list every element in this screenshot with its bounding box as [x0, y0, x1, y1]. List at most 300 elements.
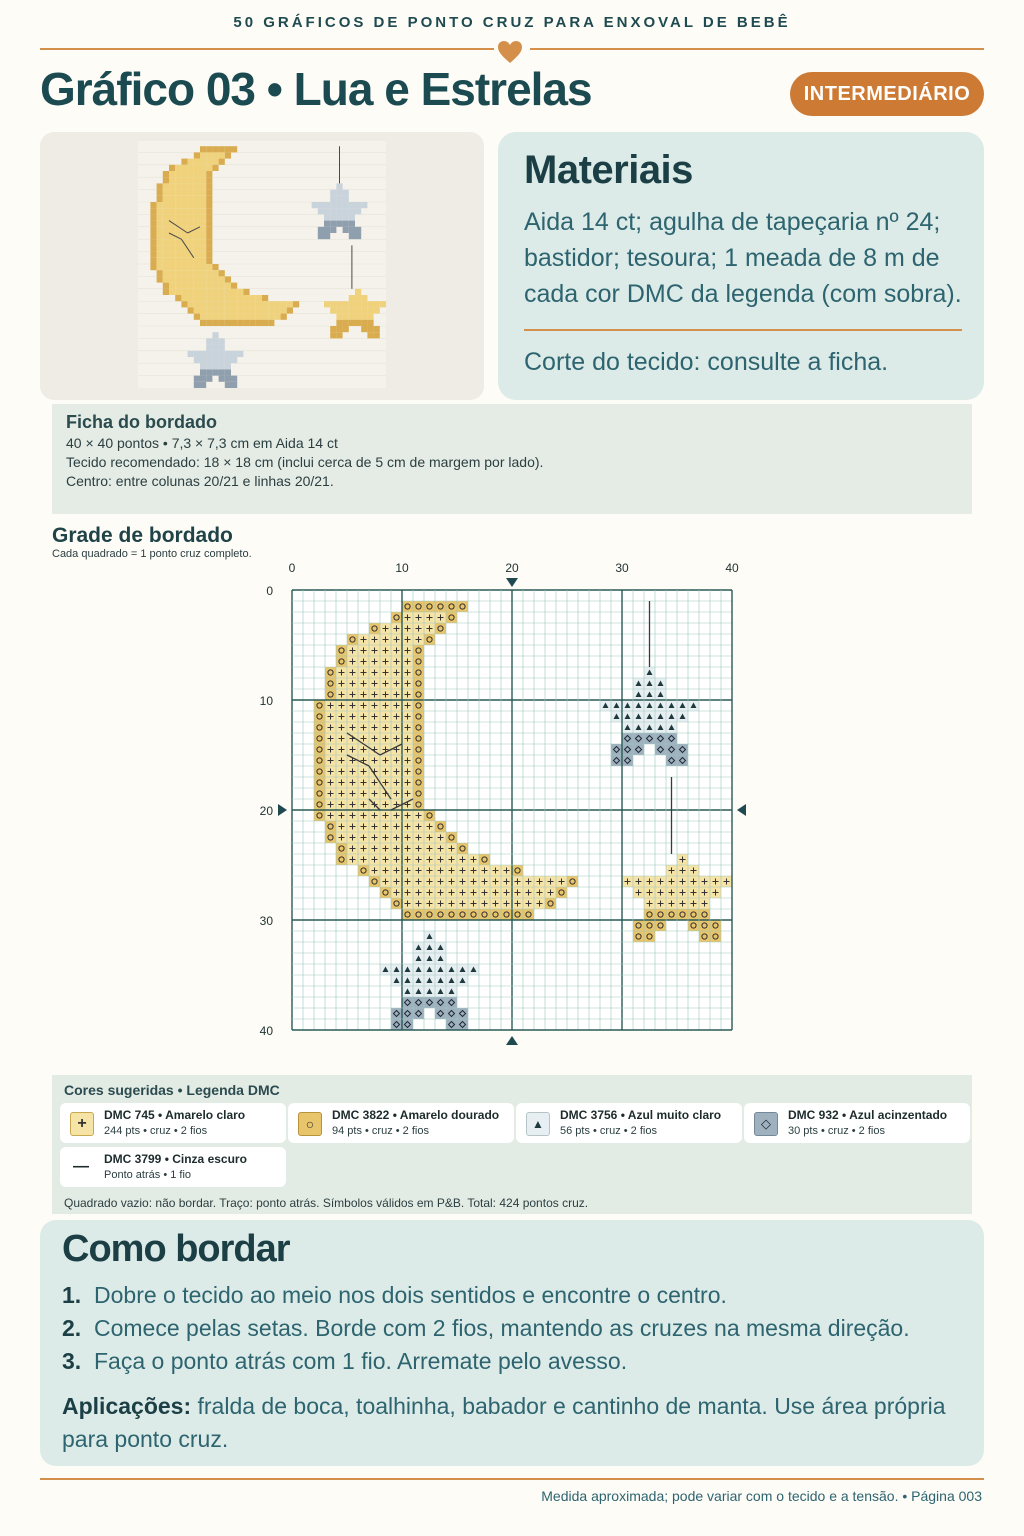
preview-stitch	[231, 301, 237, 307]
preview-stitch	[181, 270, 187, 276]
stitch-cell	[413, 755, 424, 766]
preview-stitch	[188, 283, 194, 289]
preview-stitch	[188, 351, 194, 357]
preview-stitch	[206, 276, 212, 282]
preview-stitch	[324, 214, 330, 220]
preview-stitch	[175, 214, 181, 220]
preview-stitch	[250, 301, 256, 307]
preview-stitch	[181, 177, 187, 183]
preview-stitch	[343, 301, 349, 307]
preview-stitch	[157, 276, 163, 282]
preview-stitch	[287, 301, 293, 307]
preview-stitch	[367, 320, 373, 326]
preview-stitch	[219, 307, 225, 313]
preview-stitch	[361, 307, 367, 313]
preview-stitch	[206, 227, 212, 233]
preview-stitch	[206, 345, 212, 351]
preview-stitch	[243, 314, 249, 320]
preview-stitch	[194, 307, 200, 313]
y-tick-0: 0	[266, 584, 273, 598]
preview-stitch	[212, 283, 218, 289]
preview-stitch	[349, 221, 355, 227]
stitch-cell	[435, 623, 446, 634]
embroidery-preview	[40, 132, 484, 400]
preview-stitch	[169, 208, 175, 214]
preview-stitch	[367, 314, 373, 320]
step-3	[62, 1348, 627, 1375]
preview-stitch	[200, 227, 206, 233]
stitch-cell	[413, 1008, 424, 1019]
preview-stitch	[200, 264, 206, 270]
preview-stitch	[374, 326, 380, 332]
stitch-cell	[699, 920, 710, 931]
preview-stitch	[243, 301, 249, 307]
preview-stitch	[194, 245, 200, 251]
preview-stitch	[367, 326, 373, 332]
preview-stitch	[374, 307, 380, 313]
stitch-cell	[336, 645, 347, 656]
preview-stitch	[206, 376, 212, 382]
preview-stitch	[336, 214, 342, 220]
stitch-cell	[391, 898, 402, 909]
preview-stitch	[163, 283, 169, 289]
stitch-cell	[611, 744, 622, 755]
preview-stitch	[355, 307, 361, 313]
preview-stitch	[157, 183, 163, 189]
stitch-cell	[413, 997, 424, 1008]
preview-stitch	[349, 301, 355, 307]
stitch-cell	[413, 678, 424, 689]
preview-stitch	[206, 183, 212, 189]
preview-stitch	[231, 295, 237, 301]
stitch-cell	[666, 733, 677, 744]
preview-stitch	[200, 351, 206, 357]
preview-stitch	[169, 190, 175, 196]
preview-stitch	[243, 289, 249, 295]
preview-stitch	[262, 314, 268, 320]
stitch-cell	[347, 634, 358, 645]
preview-stitch	[225, 369, 231, 375]
preview-stitch	[367, 332, 373, 338]
stitch-cell	[424, 601, 435, 612]
preview-stitch	[175, 190, 181, 196]
preview-stitch	[237, 295, 243, 301]
stitch-cell	[325, 678, 336, 689]
preview-stitch	[194, 152, 200, 158]
stitch-cell	[336, 656, 347, 667]
step-2	[62, 1315, 910, 1342]
preview-stitch	[188, 258, 194, 264]
preview-stitch	[150, 264, 156, 270]
stitch-cell	[457, 909, 468, 920]
preview-stitch	[312, 202, 318, 208]
preview-stitch	[200, 314, 206, 320]
preview-stitch	[237, 314, 243, 320]
preview-stitch	[250, 314, 256, 320]
instructions-panel	[40, 1220, 984, 1466]
preview-stitch	[225, 382, 231, 388]
preview-stitch	[200, 245, 206, 251]
applications-label: Aplicações:	[62, 1393, 192, 1419]
stitch-cell	[446, 612, 457, 623]
center-arrow-right-icon	[737, 804, 746, 816]
stitch-cell	[435, 997, 446, 1008]
materials-panel	[498, 132, 984, 400]
preview-stitch	[175, 183, 181, 189]
preview-stitch	[355, 202, 361, 208]
preview-stitch	[212, 295, 218, 301]
preview-stitch	[206, 239, 212, 245]
plus-symbol-icon: +	[70, 1112, 94, 1136]
preview-stitch	[169, 270, 175, 276]
preview-stitch	[188, 171, 194, 177]
preview-stitch	[163, 252, 169, 258]
preview-stitch	[361, 320, 367, 326]
preview-stitch	[206, 245, 212, 251]
header-rule-left	[40, 48, 494, 50]
stitch-cell	[314, 799, 325, 810]
preview-stitch	[225, 363, 231, 369]
stitch-cell	[556, 887, 567, 898]
preview-stitch	[330, 221, 336, 227]
preview-stitch	[268, 314, 274, 320]
preview-stitch	[206, 314, 212, 320]
preview-stitch	[200, 276, 206, 282]
preview-stitch	[169, 177, 175, 183]
stitch-cell	[424, 909, 435, 920]
preview-stitch	[349, 214, 355, 220]
center-arrow-top-icon	[506, 578, 518, 587]
stitch-cell	[512, 865, 523, 876]
preview-stitch	[212, 357, 218, 363]
stitch-cell	[622, 733, 633, 744]
preview-stitch	[188, 202, 194, 208]
stitch-cell	[314, 711, 325, 722]
preview-stitch	[225, 289, 231, 295]
stitch-cell	[325, 821, 336, 832]
preview-stitch	[163, 202, 169, 208]
preview-stitch	[157, 252, 163, 258]
preview-stitch	[194, 276, 200, 282]
preview-stitch	[361, 326, 367, 332]
preview-stitch	[206, 146, 212, 152]
preview-stitch	[157, 239, 163, 245]
preview-stitch	[206, 289, 212, 295]
preview-stitch	[157, 258, 163, 264]
legend-note: Quadrado vazio: não bordar. Traço: ponto atrás. Símbolos válidos em P&B. Total: 424 pontos cruz.	[64, 1196, 589, 1210]
preview-stitch	[206, 283, 212, 289]
preview-stitch	[200, 171, 206, 177]
preview-stitch	[231, 320, 237, 326]
preview-stitch	[200, 382, 206, 388]
preview-stitch	[194, 221, 200, 227]
preview-stitch	[194, 252, 200, 258]
preview-stitch	[163, 177, 169, 183]
preview-stitch	[163, 276, 169, 282]
stitch-cell	[435, 909, 446, 920]
preview-stitch	[219, 338, 225, 344]
preview-stitch	[169, 196, 175, 202]
preview-stitch	[262, 307, 268, 313]
preview-stitch	[219, 270, 225, 276]
preview-stitch	[336, 307, 342, 313]
preview-stitch	[200, 376, 206, 382]
preview-stitch	[330, 332, 336, 338]
preview-stitch	[361, 301, 367, 307]
legend-title: Cores sugeridas • Legenda DMC	[64, 1082, 280, 1098]
grid-title: Grade de bordado	[52, 524, 233, 547]
preview-stitch	[194, 183, 200, 189]
x-tick-0: 0	[288, 561, 296, 575]
stitch-cell	[413, 909, 424, 920]
backstitch-line-icon: —	[73, 1158, 89, 1175]
preview-stitch	[231, 357, 237, 363]
preview-stitch	[355, 320, 361, 326]
preview-stitch	[150, 239, 156, 245]
stitch-cell	[413, 656, 424, 667]
fabric-cut-note: Corte do tecido: consulte a ficha.	[524, 348, 889, 376]
preview-stitch	[175, 295, 181, 301]
preview-stitch	[200, 363, 206, 369]
preview-stitch	[175, 258, 181, 264]
preview-stitch	[200, 202, 206, 208]
stitch-cell	[644, 733, 655, 744]
x-tick-40: 40	[725, 561, 739, 575]
preview-stitch	[206, 221, 212, 227]
preview-stitch	[206, 351, 212, 357]
preview-stitch	[181, 252, 187, 258]
preview-stitch	[181, 183, 187, 189]
y-tick-30: 30	[259, 914, 273, 928]
preview-stitch	[256, 307, 262, 313]
ficha-center: Centro: entre colunas 20/21 e linhas 20/21.	[66, 473, 334, 489]
preview-stitch	[200, 307, 206, 313]
preview-stitch	[163, 270, 169, 276]
preview-stitch	[355, 301, 361, 307]
preview-stitch	[150, 258, 156, 264]
preview-stitch	[212, 159, 218, 165]
stitch-cell	[380, 887, 391, 898]
preview-stitch	[318, 202, 324, 208]
preview-stitch	[212, 276, 218, 282]
preview-stitch	[175, 177, 181, 183]
preview-stitch	[150, 252, 156, 258]
stitch-cell	[567, 876, 578, 887]
preview-stitch	[175, 289, 181, 295]
stitch-cell	[402, 1019, 413, 1030]
preview-stitch	[200, 208, 206, 214]
preview-stitch	[281, 301, 287, 307]
stitch-cell	[710, 920, 721, 931]
step-text: Dobre o tecido ao meio nos dois sentidos e encontre o centro.	[94, 1282, 727, 1308]
preview-stitch	[181, 196, 187, 202]
preview-stitch	[231, 351, 237, 357]
preview-stitch	[225, 307, 231, 313]
preview-stitch	[163, 183, 169, 189]
preview-stitch	[349, 208, 355, 214]
preview-stitch	[188, 239, 194, 245]
preview-stitch	[169, 165, 175, 171]
step-number: 2.	[62, 1315, 82, 1341]
preview-stitch	[200, 270, 206, 276]
preview-stitch	[194, 382, 200, 388]
preview-stitch	[188, 165, 194, 171]
preview-stitch	[175, 283, 181, 289]
preview-stitch	[330, 227, 336, 233]
step-text: Comece pelas setas. Borde com 2 fios, mantendo as cruzes na mesma direção.	[94, 1315, 910, 1341]
preview-stitch	[163, 227, 169, 233]
preview-stitch	[274, 307, 280, 313]
preview-stitch	[355, 314, 361, 320]
preview-stitch	[175, 239, 181, 245]
materials-text: Aida 14 ct; agulha de tapeçaria nº 24; bastidor; tesoura; 1 meada de 8 m de cada cor DMC da legenda (com sobra).	[524, 208, 962, 308]
preview-stitch	[175, 165, 181, 171]
preview-stitch	[200, 258, 206, 264]
preview-stitch	[380, 301, 386, 307]
preview-stitch	[231, 382, 237, 388]
preview-stitch	[219, 283, 225, 289]
preview-stitch	[336, 208, 342, 214]
preview-stitch	[200, 190, 206, 196]
stitch-cell	[413, 766, 424, 777]
preview-stitch	[194, 283, 200, 289]
preview-stitch	[225, 295, 231, 301]
preview-stitch	[336, 320, 342, 326]
page-title: Gráfico 03 • Lua e Estrelas	[40, 63, 592, 115]
preview-stitch	[330, 307, 336, 313]
stitch-cell	[633, 931, 644, 942]
stitch-cell	[446, 832, 457, 843]
stitch-cell	[655, 920, 666, 931]
preview-stitch	[237, 320, 243, 326]
preview-stitch	[194, 233, 200, 239]
preview-stitch	[194, 270, 200, 276]
preview-stitch	[169, 245, 175, 251]
preview-stitch	[268, 301, 274, 307]
preview-stitch	[219, 159, 225, 165]
stitch-cell	[699, 909, 710, 920]
preview-stitch	[212, 314, 218, 320]
preview-stitch	[324, 227, 330, 233]
preview-stitch	[349, 202, 355, 208]
preview-stitch	[212, 301, 218, 307]
preview-stitch	[163, 221, 169, 227]
x-tick-10: 10	[395, 561, 409, 575]
preview-stitch	[188, 183, 194, 189]
preview-stitch	[225, 276, 231, 282]
stitch-cell	[633, 733, 644, 744]
preview-stitch	[212, 369, 218, 375]
stitch-cell	[413, 788, 424, 799]
stitch-cell	[325, 667, 336, 678]
preview-stitch	[200, 183, 206, 189]
preview-stitch	[336, 314, 342, 320]
preview-stitch	[324, 202, 330, 208]
preview-stitch	[194, 351, 200, 357]
legend-item-dmc745: + DMC 745 • Amarelo claro 244 pts • cruz • 2 fios	[60, 1103, 286, 1143]
preview-stitch	[194, 196, 200, 202]
ficha-title: Ficha do bordado	[66, 412, 217, 432]
preview-stitch	[194, 214, 200, 220]
step-number: 1.	[62, 1282, 82, 1308]
preview-stitch	[175, 264, 181, 270]
preview-stitch	[175, 196, 181, 202]
preview-stitch	[169, 264, 175, 270]
stitch-cell	[512, 909, 523, 920]
preview-stitch	[349, 295, 355, 301]
preview-stitch	[194, 165, 200, 171]
stitch-cell	[369, 623, 380, 634]
preview-stitch	[163, 289, 169, 295]
preview-stitch	[194, 264, 200, 270]
preview-stitch	[336, 196, 342, 202]
center-arrow-left-icon	[278, 804, 287, 816]
stitch-cell	[358, 865, 369, 876]
preview-stitch	[188, 214, 194, 220]
preview-stitch	[268, 307, 274, 313]
preview-stitch	[181, 289, 187, 295]
preview-stitch	[256, 295, 262, 301]
preview-stitch	[194, 258, 200, 264]
stitch-cell	[413, 799, 424, 810]
legend-item-dmc3822: ○ DMC 3822 • Amarelo dourado 94 pts • cruz • 2 fios	[288, 1103, 514, 1143]
preview-stitch	[287, 307, 293, 313]
preview-stitch	[225, 314, 231, 320]
preview-stitch	[157, 202, 163, 208]
applications-list: fralda de boca, toalhinha, babador e cantinho de manta. Use área própria para ponto cruz.	[62, 1393, 946, 1452]
preview-stitch	[194, 208, 200, 214]
stitch-cell	[314, 810, 325, 821]
embroidery-info-panel	[52, 404, 972, 514]
preview-stitch	[330, 326, 336, 332]
stitch-cell	[644, 909, 655, 920]
preview-stitch	[343, 314, 349, 320]
stitch-cell	[622, 755, 633, 766]
preview-stitch	[343, 320, 349, 326]
preview-stitch	[349, 314, 355, 320]
preview-stitch	[219, 320, 225, 326]
preview-stitch	[355, 208, 361, 214]
stitch-cell	[424, 810, 435, 821]
preview-stitch	[169, 283, 175, 289]
preview-stitch	[200, 214, 206, 220]
preview-stitch	[324, 221, 330, 227]
preview-stitch	[349, 320, 355, 326]
stitch-cell	[644, 931, 655, 942]
stitch-cell	[633, 744, 644, 755]
stitch-cell	[468, 909, 479, 920]
preview-stitch	[336, 221, 342, 227]
preview-stitch	[330, 196, 336, 202]
preview-stitch	[181, 214, 187, 220]
preview-stitch	[169, 214, 175, 220]
preview-stitch	[163, 171, 169, 177]
preview-stitch	[225, 351, 231, 357]
preview-stitch	[181, 264, 187, 270]
stitch-cell	[413, 711, 424, 722]
stitch-cell	[391, 1019, 402, 1030]
preview-stitch	[231, 289, 237, 295]
preview-stitch	[188, 233, 194, 239]
header-rule-right	[530, 48, 984, 50]
stitch-cell	[413, 722, 424, 733]
stitch-cell	[413, 777, 424, 788]
preview-stitch	[206, 159, 212, 165]
stitch-cell	[446, 1019, 457, 1030]
stitch-cell	[413, 700, 424, 711]
preview-stitch	[262, 301, 268, 307]
preview-stitch	[212, 152, 218, 158]
